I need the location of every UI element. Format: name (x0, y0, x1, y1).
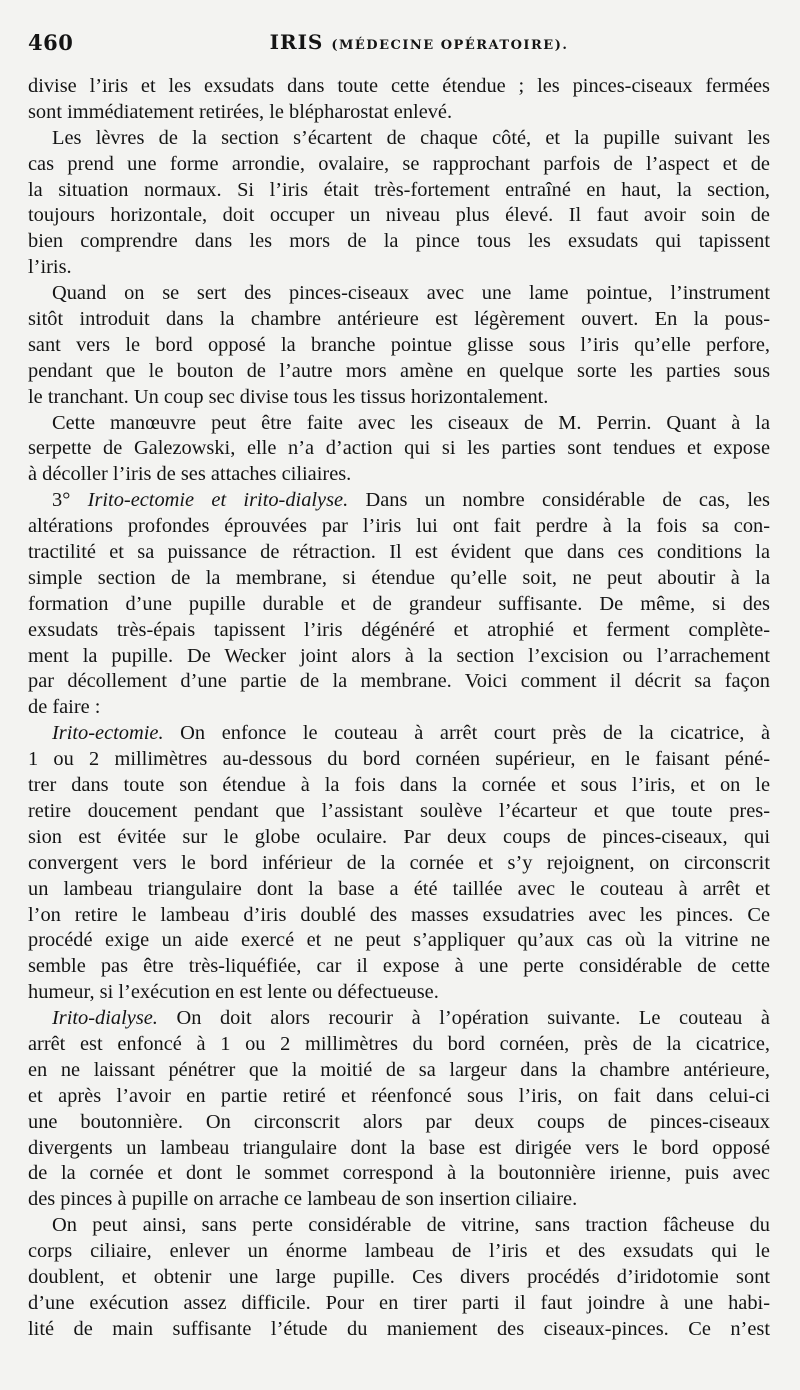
text-line (28, 152, 770, 178)
line-text: simple section de la membrane, si étendue qu’elle soit, ne peut aboutir à la (28, 566, 770, 589)
line-text: formation d’une pupille durable et de grandeur suffisante. De même, si des (28, 592, 770, 615)
line-text: le tranchant. Un coup sec divise tous les tissus horizontalement. (28, 385, 549, 408)
line-text: Quand on se sert des pinces-ciseaux avec une lame pointue, l’instrument (52, 282, 770, 305)
text-line (28, 488, 770, 514)
text-line (28, 954, 770, 980)
line-text: On enfonce le couteau à arrêt court près de la cicatrice, à (163, 722, 770, 745)
text-line (28, 928, 770, 954)
line-text: Dans un nombre considérable de cas, les (348, 489, 770, 512)
line-text: et après l’avoir en partie retiré et réenfoncé sous l’iris, on fait dans celui-ci (28, 1084, 770, 1107)
text-line (28, 644, 770, 670)
text-line (28, 333, 770, 359)
line-text: Cette manœuvre peut être faite avec les ciseaux de M. Perrin. Quant à la (52, 411, 770, 434)
text-line (28, 1161, 770, 1187)
line-text: bien comprendre dans les mors de la pince tous les exsudats qui tapissent (28, 230, 770, 253)
line-text: sitôt introduit dans la chambre antérieure est légèrement ouvert. En la pous- (28, 308, 770, 331)
text-line (28, 773, 770, 799)
text-line (28, 1058, 770, 1084)
running-head (28, 30, 770, 54)
line-text: l’iris. (28, 256, 72, 279)
text-line (28, 126, 770, 152)
line-text: corps ciliaire, enlever un énorme lambeau de l’iris et des exsudats qui le (28, 1240, 770, 1263)
line-text: serpette de Galezowski, elle n’a d’action qui si les parties sont tendues et expose (28, 437, 770, 460)
running-head-title: IRIS (269, 30, 324, 54)
line-text: semble pas être très-liquéfiée, car il expose à une perte considérable de cette (28, 955, 770, 978)
page-number: 460 (28, 30, 74, 55)
body-text (28, 74, 770, 1343)
line-text: divise l’iris et les exsudats dans toute cette étendue ; les pinces-ciseaux fermées (28, 75, 770, 97)
text-line (28, 514, 770, 540)
line-text: de la cornée et dont le sommet correspond à la boutonnière irienne, puis avec (28, 1162, 770, 1185)
line-text: exsudats très-épais tapissent l’iris dégénéré et atrophié et ferment complète- (28, 618, 770, 641)
text-line (28, 592, 770, 618)
line-text: On peut ainsi, sans perte considérable de vitrine, sans traction fâcheuse du (52, 1214, 770, 1237)
text-line (28, 695, 770, 721)
text-line (28, 747, 770, 773)
line-text: retire doucement pendant que l’assistant soulève l’écarteur et que toute pres- (28, 799, 770, 822)
page-header (28, 28, 770, 68)
text-line (28, 1265, 770, 1291)
line-text: 1 ou 2 millimètres au-dessous du bord cornéen supérieur, en le faisant péné- (28, 748, 770, 771)
text-line (28, 1032, 770, 1058)
text-line (28, 436, 770, 462)
text-line (28, 359, 770, 385)
line-text: de faire : (28, 696, 101, 719)
text-line (28, 1084, 770, 1110)
line-text: un lambeau triangulaire dont la base a été taillée avec le couteau à arrêt et (28, 877, 770, 900)
text-line (28, 281, 770, 307)
line-text: en ne laissant pénétrer que la moitié de sa largeur dans la chambre antérieure, (28, 1058, 770, 1081)
text-line (28, 903, 770, 929)
line-text: des pinces à pupille on arrache ce lambeau de son insertion ciliaire. (28, 1188, 578, 1211)
line-text: pendant que le bouton de l’autre mors amène en quelque sorte les parties sous (28, 359, 770, 382)
text-line (28, 1136, 770, 1162)
line-text: d’une exécution assez difficile. Pour en tirer parti il faut joindre à une habi- (28, 1291, 770, 1314)
line-text: arrêt est enfoncé à 1 ou 2 millimètres du bord cornéen, près de la cicatrice, (28, 1032, 770, 1055)
text-line (28, 1317, 770, 1343)
italic-heading: Irito-dialyse. (52, 1007, 158, 1030)
line-text: sion est évitée sur le globe oculaire. Par deux coups de pinces-ciseaux, qui (28, 825, 770, 848)
line-text: humeur, si l’exécution en est lente ou défectueuse. (28, 981, 439, 1004)
running-head-subtitle: (MÉDECINE OPÉRATOIRE). (331, 38, 569, 53)
text-line (28, 307, 770, 333)
text-line (28, 411, 770, 437)
line-text: trer dans toute son étendue à la fois dans la cornée et sous l’iris, et on le (28, 774, 770, 797)
line-text: altérations profondes éprouvées par l’iris lui ont fait perdre à la fois sa con- (28, 515, 770, 538)
text-line (28, 721, 770, 747)
line-text: sont immédiatement retirées, le blépharostat enlevé. (28, 100, 453, 123)
line-text: une boutonnière. On circonscrit alors par deux coups de pinces-ciseaux (28, 1110, 770, 1133)
text-line (28, 100, 770, 126)
line-text: convergent vers le bord inférieur de la cornée et s’y rejoignent, on circonscrit (28, 851, 770, 874)
text-line (28, 540, 770, 566)
line-text: doublent, et obtenir une large pupille. Ces divers procédés d’iridotomie sont (28, 1265, 770, 1288)
line-text: On doit alors recourir à l’opération suivante. Le couteau à (157, 1007, 770, 1030)
text-line (28, 1187, 770, 1213)
line-text: la situation normaux. Si l’iris était très-fortement entraîné en haut, la section, (28, 178, 770, 201)
text-line (28, 1239, 770, 1265)
text-line (28, 203, 770, 229)
line-text: sant vers le bord opposé la branche pointue glisse sous l’iris qu’elle perfore, (28, 333, 770, 356)
text-line (28, 385, 770, 411)
text-line (28, 877, 770, 903)
text-line (28, 229, 770, 255)
text-line (28, 799, 770, 825)
text-line (28, 669, 770, 695)
text-line (28, 462, 770, 488)
line-text: toujours horizontale, doit occuper un niveau plus élevé. Il faut avoir soin de (28, 204, 770, 227)
line-text: procédé exige un aide exercé et ne peut s’appliquer qu’aux cas où la vitrine ne (28, 929, 770, 952)
line-text: lité de main suffisante l’étude du maniement des ciseaux-pinces. Ce n’est (28, 1317, 770, 1340)
text-line (28, 255, 770, 281)
text-line (28, 1110, 770, 1136)
italic-heading: Irito-ectomie et irito-dialyse. (87, 489, 349, 512)
text-line (28, 566, 770, 592)
text-line (28, 825, 770, 851)
text-line (28, 851, 770, 877)
line-text: divergents un lambeau triangulaire dont la base est dirigée vers le bord opposé (28, 1136, 770, 1159)
text-line (28, 1291, 770, 1317)
line-text: à décoller l’iris de ses attaches ciliaires. (28, 463, 352, 486)
text-line (28, 178, 770, 204)
text-line (28, 74, 770, 100)
line-text: Les lèvres de la section s’écartent de chaque côté, et la pupille suivant les (52, 126, 770, 149)
line-text: tractilité et sa puissance de rétraction. Il est évident que dans ces conditions la (28, 541, 770, 564)
text-line (28, 618, 770, 644)
line-text: par décollement d’une partie de la membrane. Voici comment il décrit sa façon (28, 670, 770, 693)
text-line (28, 980, 770, 1006)
italic-heading: Irito-ectomie. (52, 722, 164, 745)
text-line (28, 1213, 770, 1239)
line-text: cas prend une forme arrondie, ovalaire, se rapprochant parfois de l’aspect et de (28, 152, 770, 175)
line-text: ment la pupille. De Wecker joint alors à la section l’excision ou l’arrachement (28, 644, 770, 667)
line-text: l’on retire le lambeau d’iris doublé des masses exsudatries avec les pinces. Ce (28, 903, 770, 926)
section-number: 3° (52, 489, 88, 512)
text-line (28, 1006, 770, 1032)
